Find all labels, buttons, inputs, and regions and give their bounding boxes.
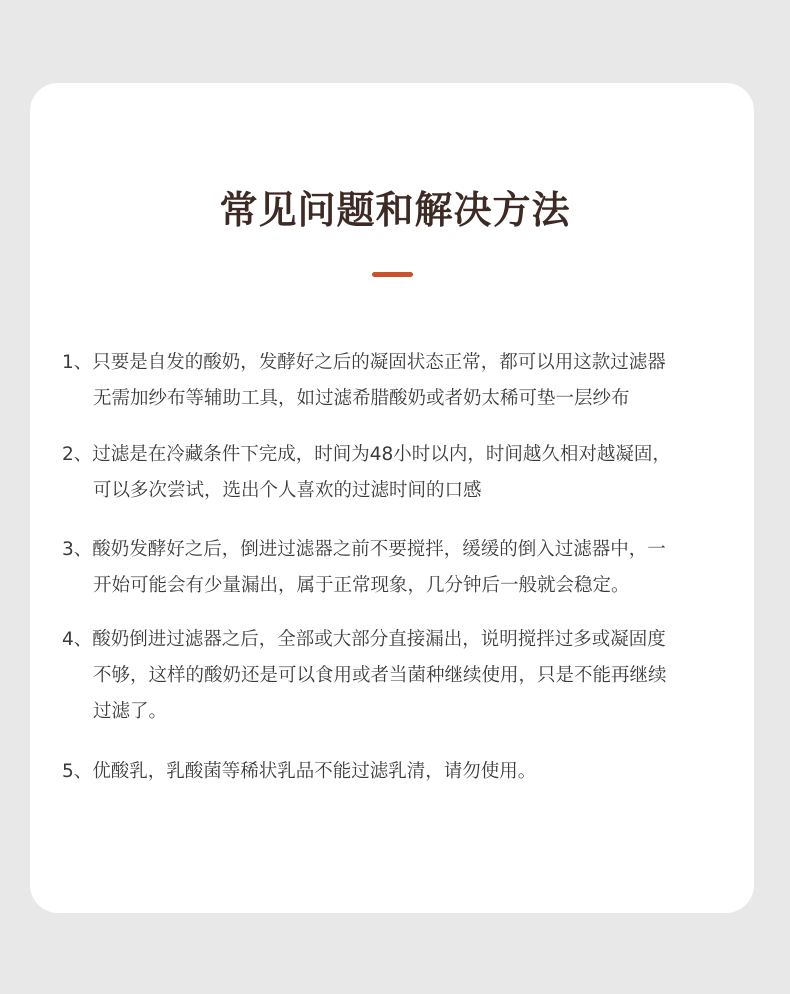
faq-item-1-line-1: 1、只要是自发的酸奶，发酵好之后的凝固状态正常，都可以用这款过滤器	[62, 352, 666, 373]
faq-item-5-line-1: 5、优酸乳，乳酸菌等稀状乳品不能过滤乳清，请勿使用。	[62, 761, 537, 782]
faq-item-4-line-2: 不够，这样的酸奶还是可以食用或者当菌种继续使用，只是不能再继续	[93, 665, 667, 686]
faq-item-1	[62, 345, 732, 417]
page-title: 常见问题和解决方法	[219, 188, 571, 232]
faq-item-4-line-3: 过滤了。	[93, 701, 168, 722]
faq-item-4-line-1: 4、酸奶倒进过滤器之后，全部或大部分直接漏出，说明搅拌过多或凝固度	[62, 629, 666, 650]
faq-item-4	[62, 622, 732, 730]
faq-item-1-line-2: 无需加纱布等辅助工具，如过滤希腊酸奶或者奶太稀可垫一层纱布	[93, 388, 630, 409]
faq-item-2-line-2: 可以多次尝试，选出个人喜欢的过滤时间的口感	[93, 480, 482, 501]
faq-item-2	[62, 437, 732, 509]
faq-item-5	[62, 754, 732, 790]
faq-item-2-line-1: 2、过滤是在冷藏条件下完成，时间为48小时以内，时间越久相对越凝固，	[62, 444, 671, 465]
faq-item-3	[62, 532, 732, 604]
faq-item-3-line-2: 开始可能会有少量漏出，属于正常现象，几分钟后一般就会稳定。	[93, 575, 630, 596]
faq-item-3-line-1: 3、酸奶发酵好之后，倒进过滤器之前不要搅拌，缓缓的倒入过滤器中，一	[62, 539, 666, 560]
